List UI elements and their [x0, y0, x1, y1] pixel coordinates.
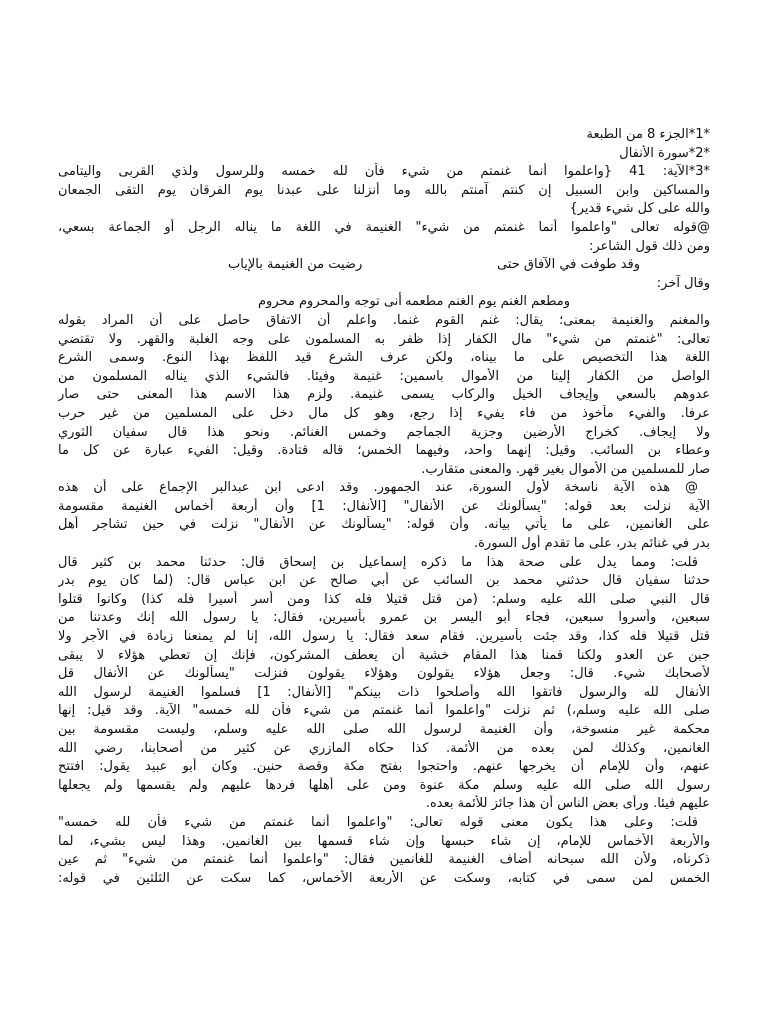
text-line: تعالى: "غنمتم من شيء" مال الكفار إذا ظفر به المسلمون على وجه الغلبة والقهر. ولا تقتضي [58, 331, 710, 347]
part-label: *1*الجزء 8 من الطبعة [586, 127, 710, 142]
text-line: صار للمسلمين من الأموال بغير قهر. والمعنى متقارب. [421, 461, 710, 477]
text-line: الواصل من الكفار إلينا من الأموال باسمين: غنيمة وفيئا. فالشيء الذي يناله المسلمون من [58, 368, 710, 384]
text-line: صلى الله عليه وسلم،) ثم نزلت "واعلموا أنما غنمتم من شيء فأن لله خمسه" الآية. وقد قيل: إنها [58, 703, 710, 719]
surah-label: *2*سورة الأنفال [619, 145, 710, 161]
text-line: عليهم فيئا. ورأى بعض الناس أن هذا جائز للأئمة بعده. [425, 796, 710, 812]
text-line: الغانمين، وكذلك لمن بعده من الأئمة. كذا حكاه المازري عن كثير من أصحابنا، رضي الله [58, 740, 710, 756]
text-line: ذكرناه، ولأن الله سبحانه أضاف الغنيمة للغانمين فقال: "واعلموا أنما غنمتم من شيء" ثم عين [58, 852, 710, 868]
verse-line-3: والله على كل شيء قدير} [569, 201, 710, 217]
text-line: محكمة غير منسوخة، وأن الغنيمة لرسول الله صلى الله عليه وسلم، وليست مقسومة بين [58, 722, 710, 737]
text-line: اللغة هذا التخصيص على ما بيناه، ولكن عرف الشرع قيد اللفظ بهذا النوع. وسمى الشرع [58, 350, 710, 366]
text-line: عدوهم بالسعي وإيجاف الخيل والركاب يسمى غنيمة. ولزم هذا الاسم هذا المعنى حتى صار [58, 387, 710, 403]
text-line: ومن ذلك قول الشاعر: [588, 238, 710, 254]
poem-line-2 [58, 293, 710, 312]
text-line: ولا إيجاف. كخراج الأرضين وجزية الجماجم وخمس الغنائم. ونحو هذا قال سفيان الثوري [58, 424, 710, 440]
poem-hemistich-second: رضيت من الغنيمة بالإياب [228, 257, 363, 273]
poem-hemistich-first: وقد طوفت في الآفاق حتى [496, 257, 640, 273]
text-line: جبن عن العدو ولكنا قمنا هذا المقام خشية أن يعطف المشركون، فإنك إن تعطي هؤلاء لا يبقى [58, 647, 710, 663]
text-line: قتل قتيلا فله كذا، وقد جئت بأسيرين. فقام سعد فقال: يا رسول الله، إنا لم يمنعنا زيادة في الأجر ولا [58, 629, 710, 645]
text-line: والأربعة الأخماس للإمام، إن شاء حبسها وإن شاء قسمها بين الغانمين. وهذا ليس بشيء، لما [58, 833, 710, 849]
text-line: عنهم، وأن للإمام أن يخرجها عنهم. واحتجوا بفتح مكة وقصة حنين. وكان أبو عبيد يقول: افتتح [58, 759, 710, 775]
text-line: لأصحابك شيء. قال: وجعل هؤلاء يقولون وهؤلاء يقولون فنزلت "يسألونك عن الأنفال قل [58, 666, 710, 682]
text-line: @قوله تعالى "واعلموا أنما غنمتم من شيء" الغنيمة في اللغة ما يناله الرجل أو الجماعة بسعي، [58, 219, 710, 235]
text-line: الخمس لمن سمى في كتابه، وسكت عن الأربعة الأخماس، كما سكت عن الثلثين في قوله: [58, 870, 710, 886]
text-line: بدر في غنائم بدر، على ما تقدم أول السورة. [473, 536, 710, 552]
body-text [58, 312, 710, 888]
text-line: قال النبي صلى الله عليه وسلم: (من قتل قتيلا فله كذا ومن أسر أسيرا فله كذا) وكانوا قتلوا [58, 591, 710, 607]
poem-hemistich-second: أنى توجه والمحروم محروم [258, 294, 402, 310]
text-line: الأنفال لله والرسول فاتقوا الله وأصلحوا ذات بينكم" [الأنفال: 1] فسلموا الغنيمة لرسول الله [58, 684, 710, 700]
text-line: وعطاء بن السائب. وقيل: إنهما واحد، وفيهما الخمس؛ قاله قتادة. وقيل: الفيء عبارة عن كل ما [58, 443, 710, 459]
text-line: @ هذه الآية ناسخة لأول السورة، عند الجمهور. وقد ادعى ابن عبدالبر الإجماع على أن هذه [58, 480, 698, 496]
text-line: عرفا. والفيء مأخوذ من فاء يفيء إذا رجع، وهو كل مال دخل على المسلمين من غير حرب [58, 405, 710, 421]
text-line: على الغانمين، على ما يأتي بيانه. وأن قوله: "يسألونك عن الأنفال" نزلت في حين تشاجر أهل [58, 517, 710, 533]
text-line: والمغنم والغنيمة بمعنى؛ يقال: غنم القوم غنما. واعلم أن الاتفاق حاصل على أن المراد بقوله [58, 312, 710, 328]
heading-block [58, 126, 710, 256]
text-line: رسول الله صلى الله عليه وسلم مكة عنوة ومن على أهلها فردها عليهم ولم يقسمها ولم يجعلها [58, 777, 710, 793]
verse-line-1: *3*الآية: 41 {واعلموا أنما غنمتم من شيء فأن لله خمسه وللرسول ولذي القربى واليتامى [58, 164, 710, 180]
text-line: سبعين، وأسروا سبعين، فجاء أبو اليسر بن عمرو بأسيرين، فقال: يا رسول الله إنك وعدتنا من [58, 610, 710, 626]
poem-hemistich-first: ومطعم الغنم يوم الغنم مطعمه [405, 294, 570, 310]
text-line: قلت: وعلى هذا يكون معنى قوله تعالى: "واعلموا أنما غنمتم من شيء فأن لله خمسه" [58, 814, 698, 830]
poem-line-1 [58, 256, 710, 275]
poem-intro: وقال آخر: [656, 275, 710, 291]
text-line: حدثنا سفيان قال حدثني محمد بن السائب عن أبي صالح عن ابن عباس قال: (لما كان يوم بدر [58, 573, 710, 589]
text-line: الآية نزلت بعد قوله: "يسألونك عن الأنفال" [الأنفال: 1] وأن أربعة أخماس الغنيمة مقسومة [58, 498, 710, 514]
text-line: قلت: ومما يدل على صحة هذا ما ذكره إسماعيل بن إسحاق قال: حدثنا محمد بن كثير قال [58, 554, 698, 570]
verse-line-2: والمساكين وابن السبيل إن كنتم آمنتم بالله وما أنزلنا على عبدنا يوم الفرقان يوم التقى الجمعان [58, 182, 710, 198]
